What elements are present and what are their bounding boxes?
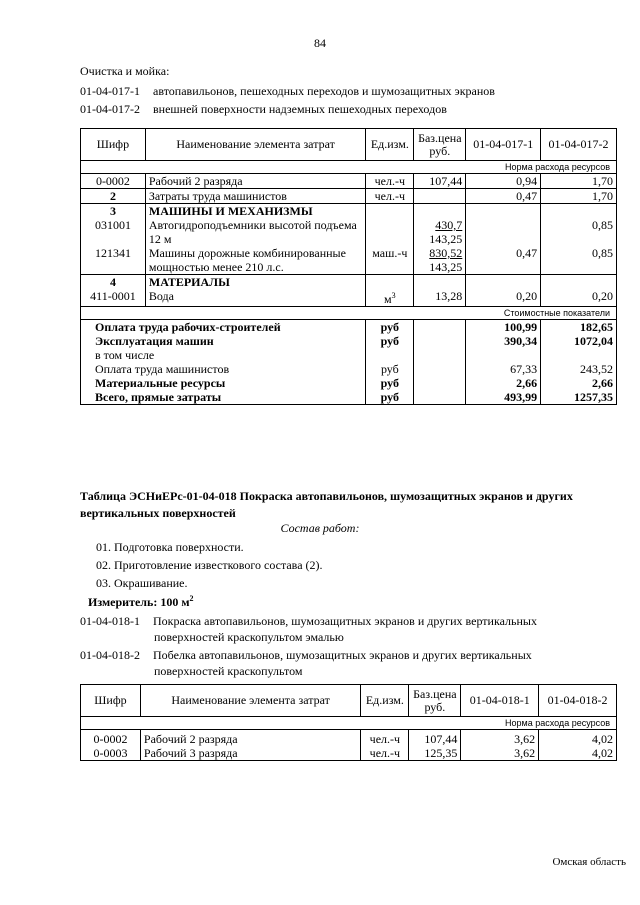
unit-text: м bbox=[384, 292, 392, 306]
cell-code: 3 bbox=[81, 204, 146, 219]
cell-price bbox=[414, 218, 466, 246]
item-text-cont: поверхностей краскопультом bbox=[154, 664, 303, 678]
summary-row bbox=[81, 334, 617, 348]
cell-price bbox=[414, 246, 466, 275]
item-text-cont: поверхностей краскопультом эмалью bbox=[154, 630, 344, 644]
unit-sup: 3 bbox=[391, 291, 396, 300]
cell-unit: руб bbox=[366, 376, 414, 390]
cell-v1: 3,62 bbox=[461, 746, 539, 761]
header-name: Наименование элемента затрат bbox=[140, 685, 360, 717]
cell-v1: 390,34 bbox=[466, 334, 541, 348]
cell-v2: 1,70 bbox=[541, 174, 617, 189]
cell-v1: 0,94 bbox=[466, 174, 541, 189]
cell-v1: 493,99 bbox=[466, 390, 541, 405]
header-col2: 01-04-017-2 bbox=[541, 129, 617, 161]
section1-item bbox=[80, 102, 447, 117]
table-row bbox=[81, 218, 617, 246]
cell-v2: 1257,35 bbox=[541, 390, 617, 405]
table-row bbox=[81, 746, 617, 761]
price-machine: 430,7 bbox=[435, 218, 463, 232]
table-row bbox=[81, 289, 617, 307]
cell-unit: руб bbox=[366, 320, 414, 335]
cell-price: 125,35 bbox=[409, 746, 461, 761]
resource-table-1 bbox=[80, 128, 617, 405]
cell-v2: 2,66 bbox=[541, 376, 617, 390]
cell-unit bbox=[366, 218, 414, 246]
cell-name: Вода bbox=[145, 289, 365, 307]
work-item: 01. Подготовка поверхности. bbox=[96, 540, 244, 554]
cell-unit: чел.-ч bbox=[361, 746, 409, 761]
footer-region: Омская область bbox=[552, 856, 626, 868]
table-row bbox=[81, 174, 617, 189]
summary-row bbox=[81, 376, 617, 390]
cell-name: Эксплуатация машин bbox=[81, 334, 366, 348]
table-row bbox=[81, 275, 617, 290]
table-row bbox=[81, 204, 617, 219]
page-number: 84 bbox=[314, 36, 326, 50]
cell-code: 031001 bbox=[81, 218, 146, 246]
cell-unit: руб bbox=[366, 390, 414, 405]
cell-name: Автогидроподъемники высотой подъема 12 м bbox=[145, 218, 365, 246]
cell-name: Затраты труда машинистов bbox=[145, 189, 365, 204]
cell-v2: 0,20 bbox=[541, 289, 617, 307]
summary-row bbox=[81, 348, 617, 362]
cell-name: в том числе bbox=[81, 348, 366, 362]
header-price: Баз.цена руб. bbox=[409, 685, 461, 717]
header-unit: Ед.изм. bbox=[361, 685, 409, 717]
norm-label: Норма расхода ресурсов bbox=[81, 161, 617, 174]
cell-v2: 0,85 bbox=[541, 246, 617, 275]
cell-price bbox=[414, 189, 466, 204]
work-item: 02. Приготовление известкового состава (2). bbox=[96, 558, 323, 572]
table-row bbox=[81, 189, 617, 204]
header-unit: Ед.изм. bbox=[366, 129, 414, 161]
norm-label: Норма расхода ресурсов bbox=[81, 717, 617, 730]
cell-name: Рабочий 3 разряда bbox=[140, 746, 360, 761]
cell-unit bbox=[366, 289, 414, 307]
table-row bbox=[81, 246, 617, 275]
item-code: 01-04-018-1 bbox=[80, 614, 140, 628]
cell-price: 107,44 bbox=[414, 174, 466, 189]
cell-v1: 2,66 bbox=[466, 376, 541, 390]
cell-code: 0-0003 bbox=[81, 746, 141, 761]
item-text: Покраска автопавильонов, шумозащитных экранов и других вертикальных bbox=[153, 614, 537, 628]
cell-code: 0-0002 bbox=[81, 174, 146, 189]
cost-label: Стоимостные показатели bbox=[81, 307, 617, 320]
cell-v1: 100,99 bbox=[466, 320, 541, 335]
item-code: 01-04-017-2 bbox=[80, 102, 140, 116]
cell-name: Машины дорожные комбинированные мощностью менее 210 л.с. bbox=[145, 246, 365, 275]
header-code: Шифр bbox=[81, 685, 141, 717]
price-labor: 143,25 bbox=[429, 260, 463, 274]
cell-price: 107,44 bbox=[409, 730, 461, 747]
cell-name: МАТЕРИАЛЫ bbox=[145, 275, 365, 290]
cell-v2: 1,70 bbox=[541, 189, 617, 204]
resource-table-2 bbox=[80, 684, 617, 761]
cell-code: 4 bbox=[81, 275, 146, 290]
cell-v2: 243,52 bbox=[541, 362, 617, 376]
item-code: 01-04-018-2 bbox=[80, 648, 140, 662]
cell-name: Материальные ресурсы bbox=[81, 376, 366, 390]
summary-row bbox=[81, 390, 617, 405]
item-text: автопавильонов, пешеходных переходов и шумозащитных экранов bbox=[153, 84, 495, 98]
meter-sup: 2 bbox=[189, 594, 194, 603]
cell-name: Оплата труда рабочих-строителей bbox=[81, 320, 366, 335]
cell-v1: 67,33 bbox=[466, 362, 541, 376]
cell-v2: 182,65 bbox=[541, 320, 617, 335]
work-item: 03. Окрашивание. bbox=[96, 576, 188, 590]
header-col2: 01-04-018-2 bbox=[539, 685, 617, 717]
cell-name: Рабочий 2 разряда bbox=[145, 174, 365, 189]
cell-v1: 0,20 bbox=[466, 289, 541, 307]
header-price: Баз.цена руб. bbox=[414, 129, 466, 161]
cell-unit: руб bbox=[366, 362, 414, 376]
cell-name: Рабочий 2 разряда bbox=[140, 730, 360, 747]
header-name: Наименование элемента затрат bbox=[145, 129, 365, 161]
header-code: Шифр bbox=[81, 129, 146, 161]
price-labor: 143,25 bbox=[429, 232, 463, 246]
cell-unit: чел.-ч bbox=[366, 189, 414, 204]
cell-unit: руб bbox=[366, 334, 414, 348]
price-machine: 830,52 bbox=[429, 246, 463, 260]
cell-code: 0-0002 bbox=[81, 730, 141, 747]
cell-unit: маш.-ч bbox=[366, 246, 414, 275]
section2-item bbox=[80, 648, 532, 663]
cell-price: 13,28 bbox=[414, 289, 466, 307]
cell-v1 bbox=[466, 218, 541, 246]
cell-unit: чел.-ч bbox=[366, 174, 414, 189]
section1-heading: Очистка и мойка: bbox=[80, 64, 170, 78]
cell-v2: 0,85 bbox=[541, 218, 617, 246]
item-text: внешней поверхности надземных пешеходных переходов bbox=[153, 102, 447, 116]
cell-name: Оплата труда машинистов bbox=[81, 362, 366, 376]
meter-text: Измеритель: 100 м bbox=[88, 595, 190, 609]
table-row bbox=[81, 730, 617, 747]
cell-v2: 4,02 bbox=[539, 746, 617, 761]
header-col1: 01-04-018-1 bbox=[461, 685, 539, 717]
cell-v1: 0,47 bbox=[466, 189, 541, 204]
cell-v1: 0,47 bbox=[466, 246, 541, 275]
header-col1: 01-04-017-1 bbox=[466, 129, 541, 161]
cell-code: 411-0001 bbox=[81, 289, 146, 307]
cell-v2: 1072,04 bbox=[541, 334, 617, 348]
section2-item bbox=[80, 614, 537, 629]
cell-name: МАШИНЫ И МЕХАНИЗМЫ bbox=[145, 204, 365, 219]
works-heading: Состав работ: bbox=[280, 521, 360, 535]
table2-title: Таблица ЭСНиЕРс-01-04-018 Покраска автопавильонов, шумозащитных экранов и других вертикальных поверхностей bbox=[80, 489, 573, 520]
cell-code: 2 bbox=[81, 189, 146, 204]
cell-v1: 3,62 bbox=[461, 730, 539, 747]
cell-code: 121341 bbox=[81, 246, 146, 275]
cell-unit: чел.-ч bbox=[361, 730, 409, 747]
cell-name: Всего, прямые затраты bbox=[81, 390, 366, 405]
section1-item bbox=[80, 84, 495, 99]
summary-row bbox=[81, 362, 617, 376]
summary-row bbox=[81, 320, 617, 335]
cell-v2: 4,02 bbox=[539, 730, 617, 747]
item-code: 01-04-017-1 bbox=[80, 84, 140, 98]
meter-label bbox=[88, 594, 194, 610]
item-text: Побелка автопавильонов, шумозащитных экранов и других вертикальных bbox=[153, 648, 532, 662]
